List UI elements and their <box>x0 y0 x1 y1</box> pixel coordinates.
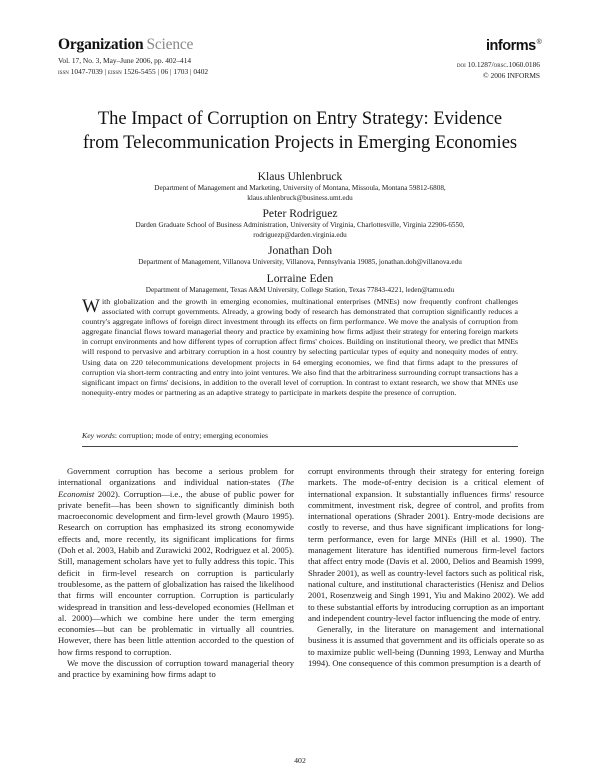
author-list <box>40 170 560 300</box>
publisher-logo <box>486 38 541 54</box>
section-divider <box>82 446 518 447</box>
keywords <box>82 431 518 441</box>
registered-mark: ® <box>536 39 542 47</box>
author-affiliation: Darden Graduate School of Business Administration, University of Virginia, Charlottesville, Virginia 22906-6550, <box>135 221 465 230</box>
publisher-logo-text: informs <box>486 38 536 54</box>
author-name: Peter Rodriguez <box>262 207 338 221</box>
author-name: Jonathan Doh <box>267 244 333 258</box>
issue-metadata <box>58 56 208 77</box>
author-name: Klaus Uhlenbruck <box>257 170 343 183</box>
body-column-right <box>308 466 544 669</box>
author-affiliation: Department of Management, Texas A&M University, College Station, Texas 77843-4221, leden@tamu.edu <box>145 285 455 294</box>
body-text: 2002). Corruption—i.e., the abuse of public power for private benefit—has been shown to significantly diminish both macroeconomic development and firm-level growth (Mauro 1995). Research on corruption has emphasized its strong economywide effects and, more recently, its significant implications for firms (Doh et al. 2003, Habib and Zurawicki 2002, Rodriguez et al. 2005). Still, management scholars have yet to fully address this topic. This deficit in firm-level research on corruption is particularly troublesome, as the pattern of globalization has raised the likelihood that firms will encounter corruption. Corruption is particularly widespread in transition and less-developed economies (Hellman et al. 2000)—which we combine here under the term emerging economies—but can be problematic in virtually all countries. However, there has been little attention accorded to the question of how firms respond to corruption. <box>58 488 294 657</box>
doi-line: doi 10.1287/orsc.1060.0186 <box>456 60 540 69</box>
body-paragraph: corrupt environments through their strategy for entering foreign markets. The mode-of-entry decision is a critical element of international expansion. It substantially influences firms' resource commitment, investment risk, degree of control, and profits from international operations (Shrader 2001). Entry-mode decisions are costly to reverse, and thus have significant implications for long-term performance, even for large MNEs (Hill et al. 1990). The management literature has identified numerous firm-level factors that affect entry mode (Davis et al. 2000, Delios and Beamish 1999, Shrader 2001), as well as country-level factors such as political risk, national culture, and institutional characteristics (Henisz and Delios 2001, Rosenzweig and Singh 1991, Yiu and Makino 2002). We add to these substantial efforts by introducing corruption as an important and independent country-level factor influencing the mode of entry. <box>308 466 544 623</box>
body-paragraph <box>58 466 294 658</box>
author-email: klaus.uhlenbruck@business.umt.edu <box>247 193 353 202</box>
body-paragraph: Generally, in the literature on management and international business it is assumed that government and its officials operate so as to maximize public well-being (Dunning 1993, Lenway and Murtha 1994). One consequence of this common presumption is a dearth of <box>308 624 544 669</box>
author-block <box>40 207 560 240</box>
issn-line: issn 1047-7039 | eissn 1526-5455 | 06 | 1703 | 0402 <box>58 66 209 76</box>
article-metadata <box>457 60 540 81</box>
citation-italic: The Economist <box>58 477 294 499</box>
journal-name <box>58 36 193 54</box>
author-affiliation: Department of Management, Villanova University, Villanova, Pennsylvania 19085, jonathan.doh@villanova.edu <box>138 258 462 267</box>
body-column-left <box>58 466 294 681</box>
body-text: Government corruption has become a serious problem for international organizations and individual nation-states ( <box>58 466 294 488</box>
volume-line: Vol. 17, No. 3, May–June 2006, pp. 402–414 <box>58 56 192 65</box>
title-line-1: The Impact of Corruption on Entry Strategy: Evidence <box>97 109 503 129</box>
keywords-label: Key words <box>82 431 115 440</box>
author-affiliation: Department of Management and Marketing, University of Montana, Missoula, Montana 59812-6808, <box>154 184 446 192</box>
author-block <box>40 170 560 203</box>
abstract <box>82 297 518 398</box>
author-email: rodriguezp@darden.virginia.edu <box>253 230 347 239</box>
journal-name-light: Science <box>146 36 194 53</box>
author-block <box>40 244 560 268</box>
copyright-line: © 2006 INFORMS <box>483 70 540 80</box>
abstract-text: ith globalization and the growth in emerging economies, multinational enterprises (MNEs) now frequently confront challenges associated with corrupt governments. Already, a growing body of research has demonstrated that corruption significantly reduces a country's aggregate inflows of foreign direct investment through its effects on firm performance. We move the analysis of corruption from aggregate financial flows toward managerial theory and practice by examining how firms adjust their strategy for entering foreign markets in corrupt environments and how different types of corruption affect firms' choices. Building on institutional theory, we predict that MNEs will respond to pervasive and arbitrary corruption in a host country by selecting particular types of equity and nonequity modes of entry. Using data on 220 telecommunications development projects in 64 emerging economies, we find that firms adapt to the pressures of corruption via short-term contracting and entry into joint ventures. We also find that the arbitrariness surrounding corrupt transactions has a significant impact on firms' decisions, in addition to the overall level of corruption. In contrast to extant research, we show that MNEs use nonequity-entry modes or partnering as an adaptive strategy to participate in markets despite the presence of corruption. <box>82 297 518 397</box>
journal-name-bold: Organization <box>58 36 144 53</box>
abstract-dropcap: W <box>82 296 100 317</box>
title-line-2: from Telecommunication Projects in Emerging Economies <box>82 133 518 153</box>
author-name: Lorraine Eden <box>266 271 334 285</box>
article-title <box>40 107 560 155</box>
body-paragraph: We move the discussion of corruption toward managerial theory and practice by examining how firms adapt to <box>58 658 294 680</box>
author-block <box>40 272 560 296</box>
page-number: 402 <box>294 756 306 765</box>
keywords-text: : corruption; mode of entry; emerging economies <box>114 431 269 440</box>
